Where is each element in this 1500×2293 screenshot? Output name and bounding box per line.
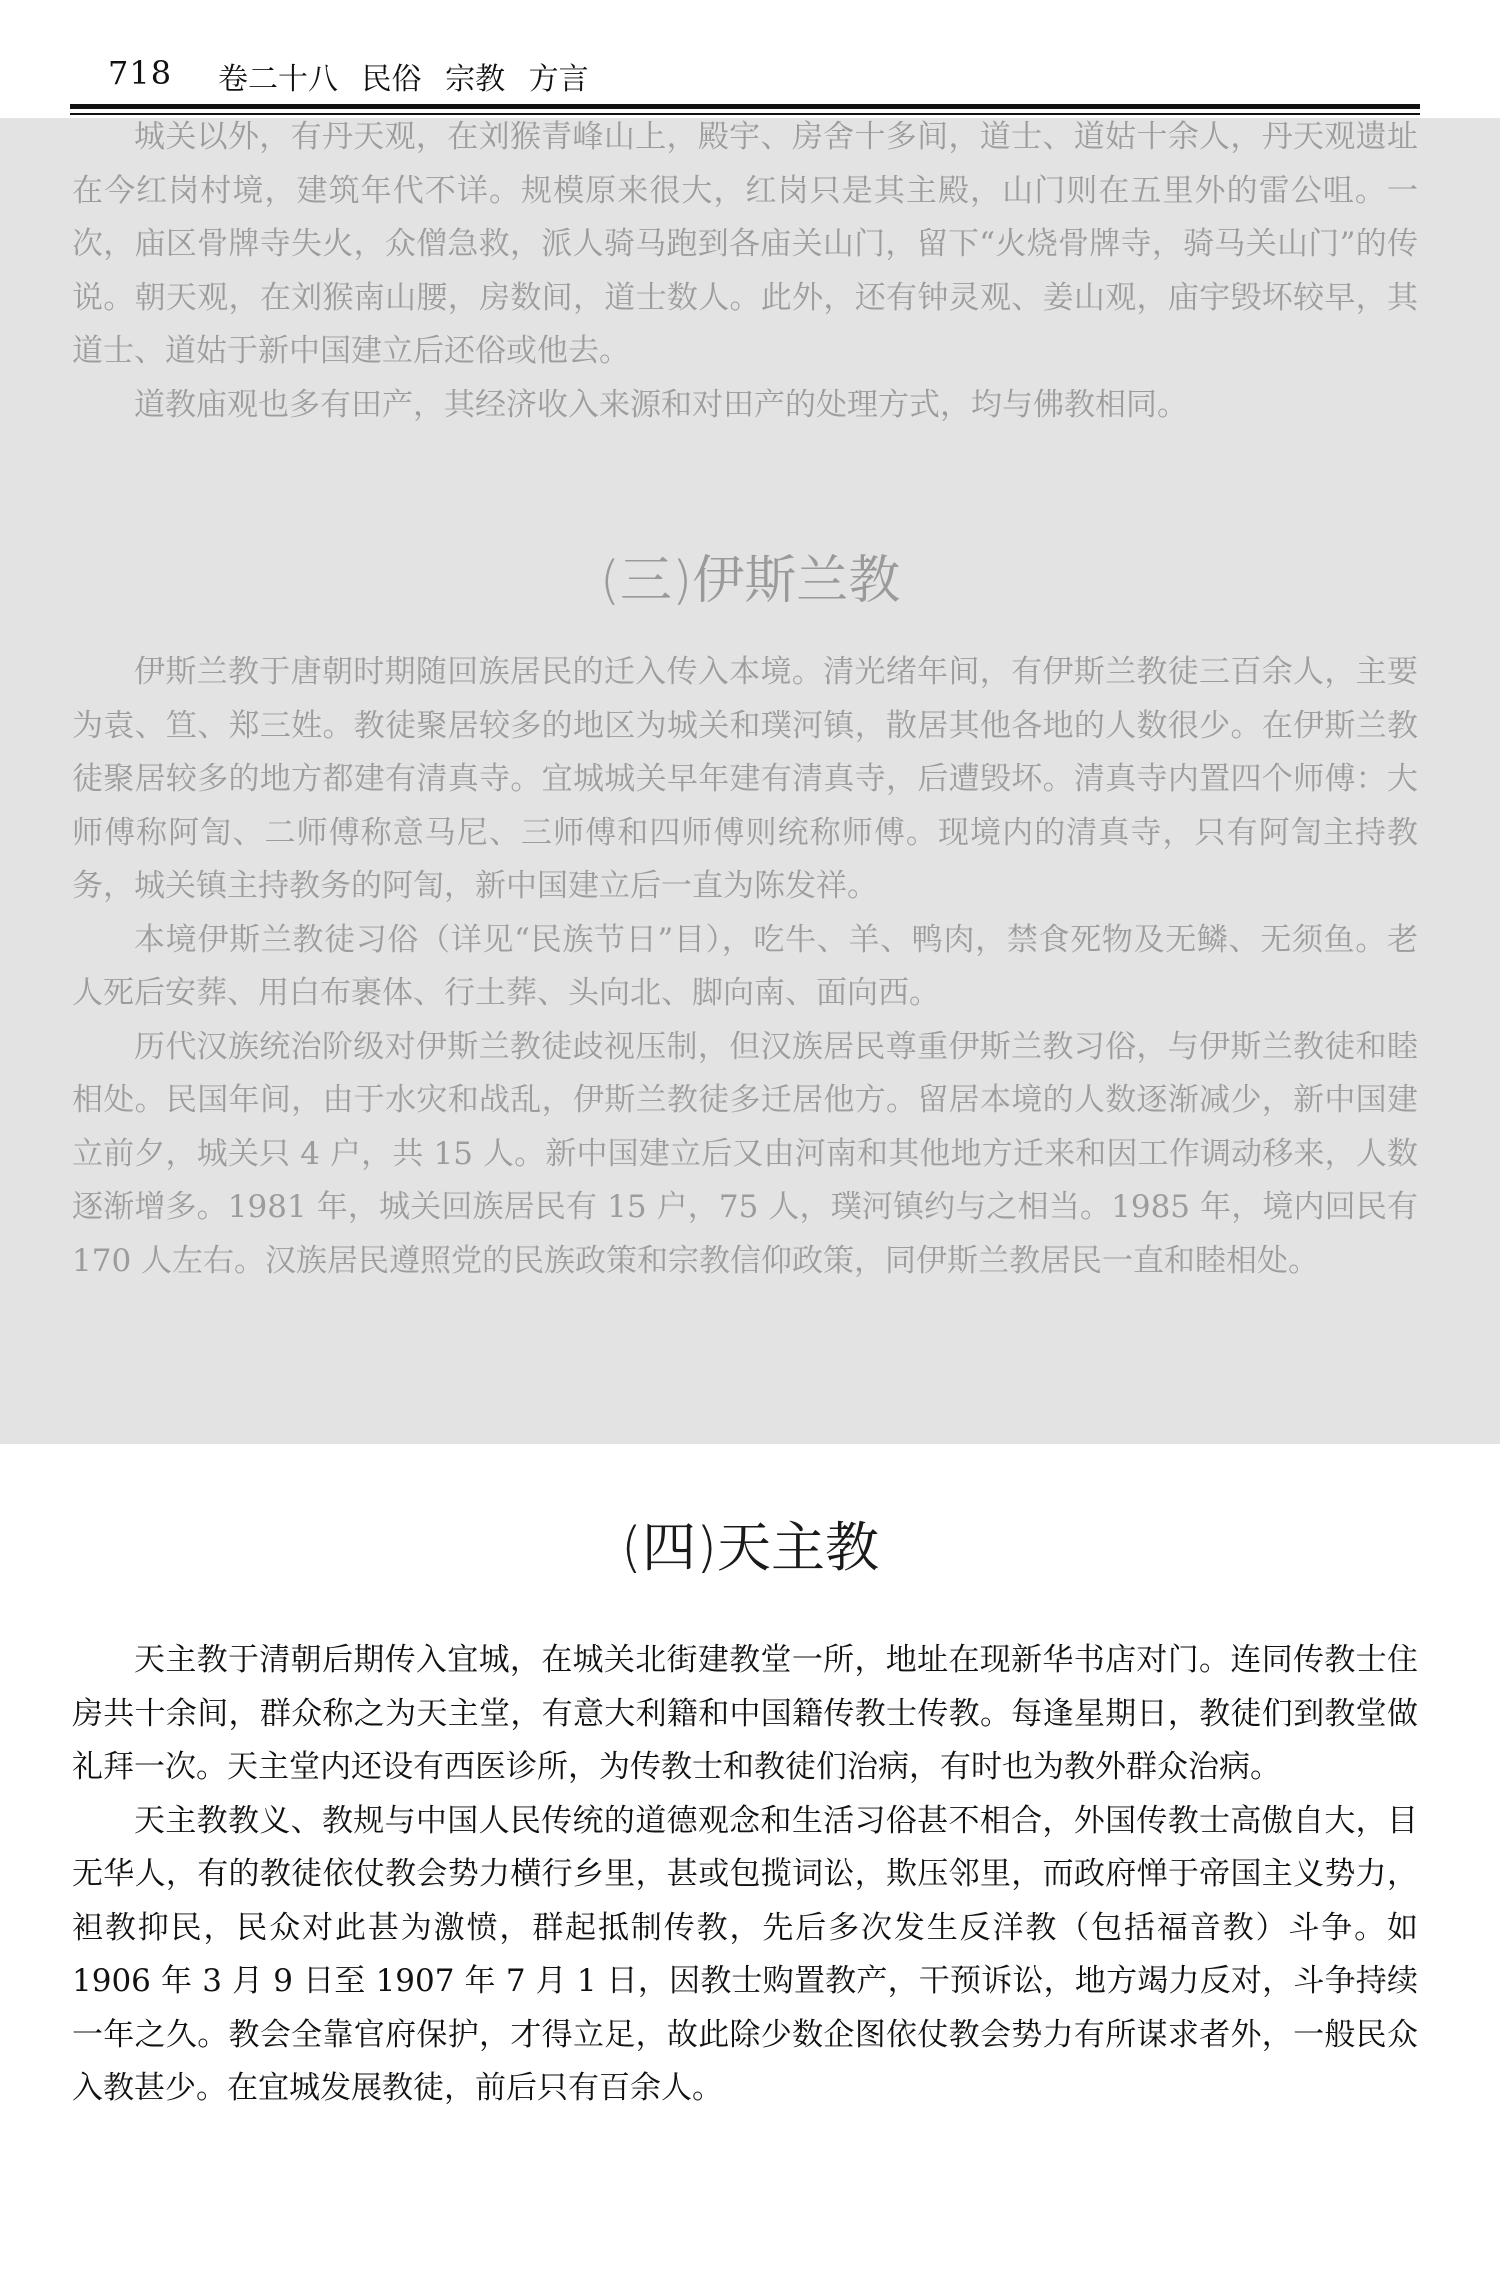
paragraph: 本境伊斯兰教徒习俗（详见“民族节日”目），吃牛、羊、鸭肉，禁食死物及无鳞、无须鱼。老人死后安葬、用白布裹体、行土葬、头向北、脚向南、面向西。 [72,921,1418,1011]
faded-body-text [72,646,1418,1288]
faded-intro-text [72,111,1418,432]
page-header [70,44,1420,97]
header-rule-thick [70,104,1420,109]
paragraph: 天主教于清朝后期传入宜城，在城关北街建教堂一所，地址在现新华书店对门。连同传教士住房共十余间，群众称之为天主堂，有意大利籍和中国籍传教士传教。每逢星期日，教徒们到教堂做礼拜一次。天主堂内还设有西医诊所，为传教士和教徒们治病，有时也为教外群众治病。 [72,1642,1418,1785]
section-title-catholicism: (四)天主教 [620,1516,880,1579]
paragraph: 城关以外，有丹天观，在刘猴青峰山上，殿宇、房舍十多间，道士、道姑十余人，丹天观遗址在今红岗村境，建筑年代不详。规模原来很大，红岗只是其主殿，山门则在五里外的雷公咀。一次，庙区骨牌寺失火，众僧急救，派人骑马跑到各庙关山门，留下“火烧骨牌寺，骑马关山门”的传说。朝天观，在刘猴南山腰，房数间，道士数人。此外，还有钟灵观、姜山观，庙宇毁坏较早，其道士、道姑于新中国建立后还俗或他去。 [72,119,1418,369]
page-number: 718 [108,54,173,92]
faded-section [0,118,1500,1444]
paragraph: 天主教教义、教规与中国人民传统的道德观念和生活习俗甚不相合，外国传教士高傲自大，目无华人，有的教徒依仗教会势力横行乡里，甚或包揽词讼，欺压邻里，而政府惮于帝国主义势力，袒教抑民，民众对此甚为激愤，群起抵制传教，先后多次发生反洋教（包括福音教）斗争。如 1906 年 3 月 9 日至 1907 年 7 月 1 日，因教士购置教产，干预诉讼，地方竭力反对，斗争持续一年之久。教会全靠官府保护，才得立足，故此除少数企图依仗教会势力有所谋求者外，一般民众入教甚少。在宜城发展教徒，前后只有百余人。 [72,1802,1418,2106]
paragraph: 历代汉族统治阶级对伊斯兰教徒歧视压制，但汉族居民尊重伊斯兰教习俗，与伊斯兰教徒和睦相处。民国年间，由于水灾和战乱，伊斯兰教徒多迁居他方。留居本境的人数逐渐减少，新中国建立前夕，城关只 4 户，共 15 人。新中国建立后又由河南和其他地方迁来和因工作调动移来，人数逐渐增多。1981 年，城关回族居民有 15 户，75 人，璞河镇约与之相当。1985 年，境内回民有 170 人左右。汉族居民遵照党的民族政策和宗教信仰政策，同伊斯兰教居民一直和睦相处。 [72,1028,1418,1279]
paragraph: 道教庙观也多有田产，其经济收入来源和对田产的处理方式，均与佛教相同。 [134,386,1188,423]
paragraph: 伊斯兰教于唐朝时期随回族居民的迁入传入本境。清光绪年间，有伊斯兰教徒三百余人，主要为袁、笪、郑三姓。教徒聚居较多的地区为城关和璞河镇，散居其他各地的人数很少。在伊斯兰教徒聚居较多的地方都建有清真寺。宜城城关早年建有清真寺，后遭毁坏。清真寺内置四个师傅：大师傅称阿訇、二师傅称意马尼、三师傅和四师傅则统称师傅。现境内的清真寺，只有阿訇主持教务，城关镇主持教务的阿訇，新中国建立后一直为陈发祥。 [72,654,1418,904]
running-title: 卷二十八 民俗 宗教 方言 [218,62,589,97]
main-body-text [72,1634,1418,2116]
section-title-islam: (三)伊斯兰教 [599,551,901,611]
